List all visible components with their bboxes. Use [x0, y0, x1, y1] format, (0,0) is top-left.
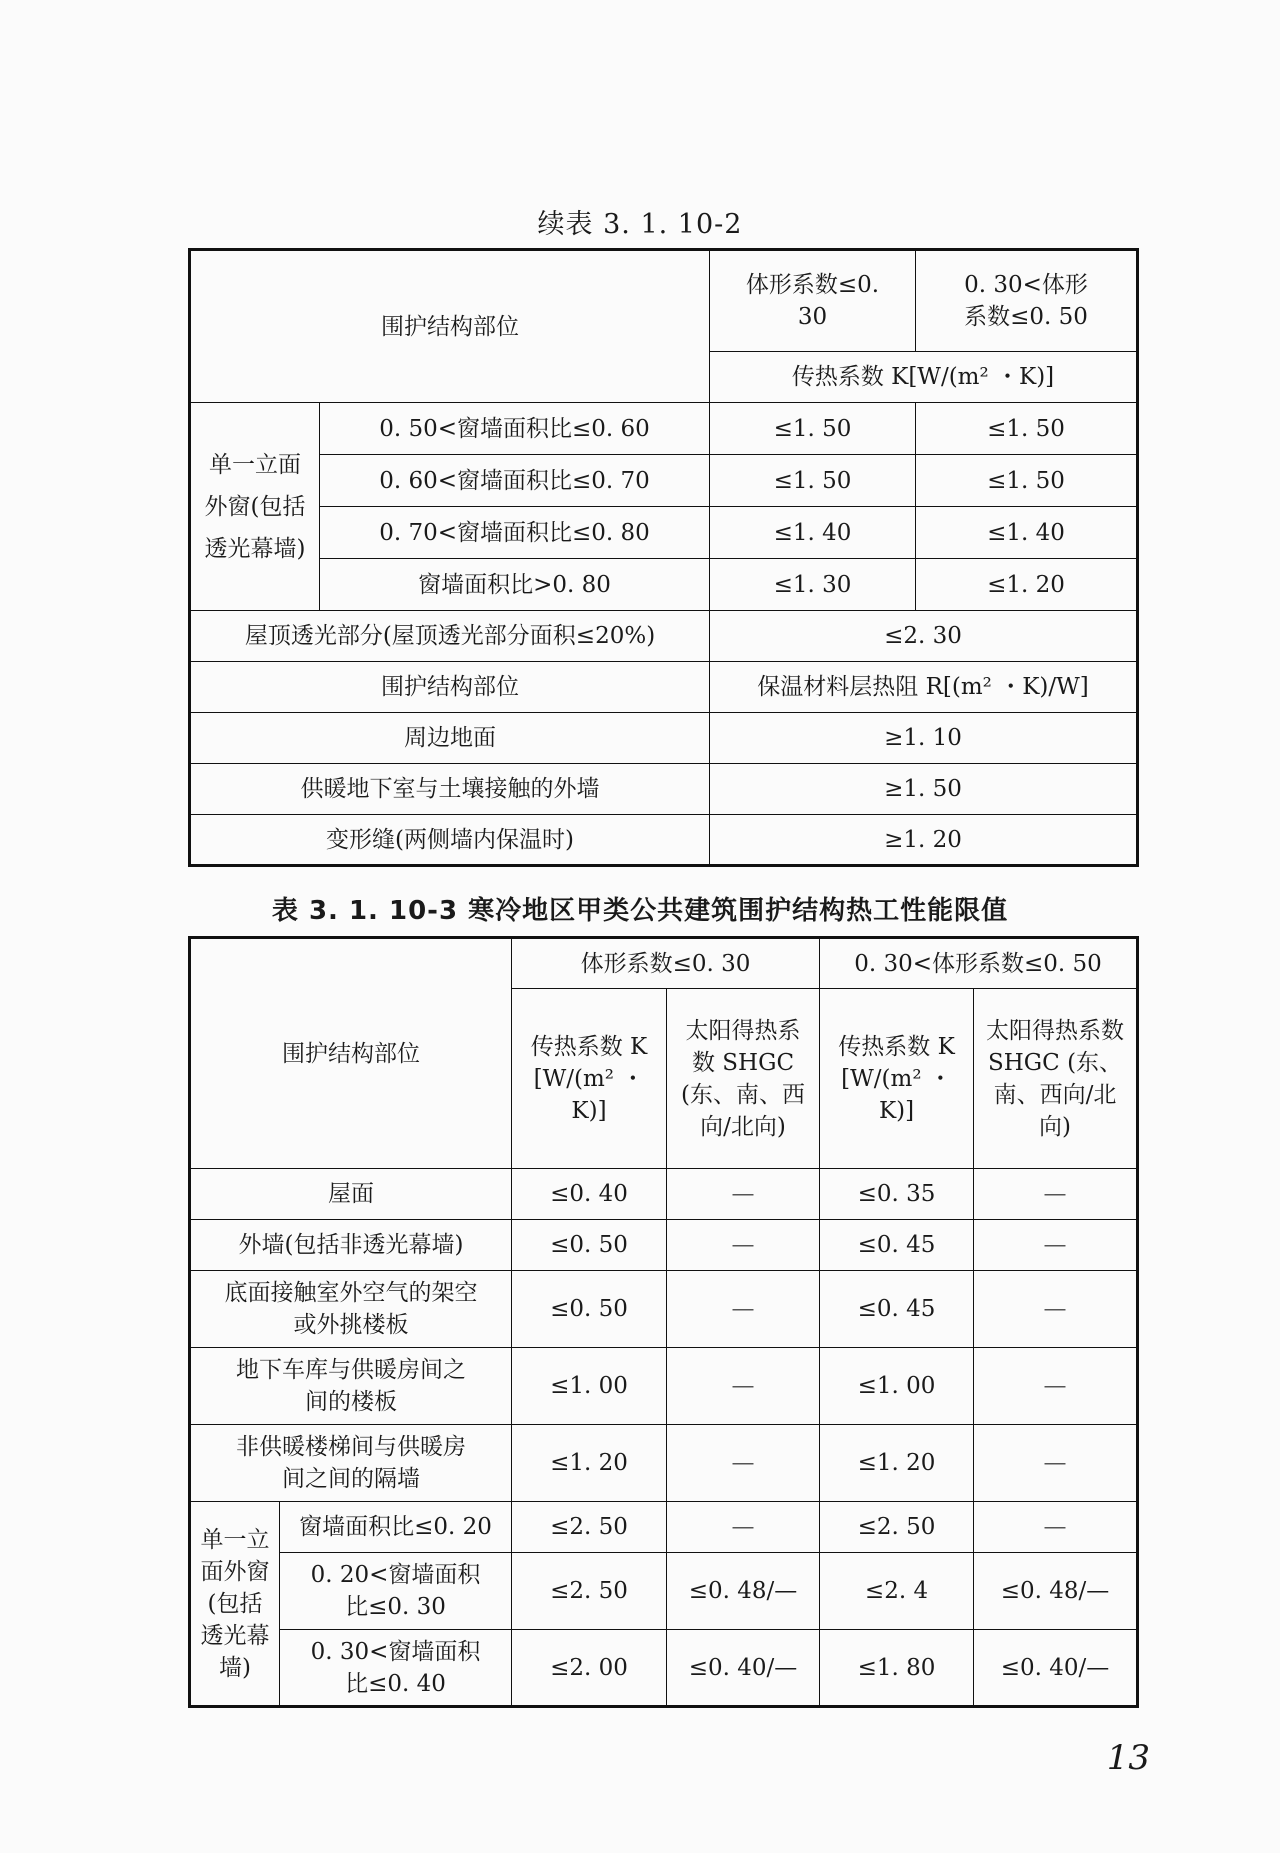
- window-row-k2: ≤2. 50: [820, 1502, 974, 1553]
- row-k1: ≤1. 00: [512, 1348, 667, 1425]
- roof-light-label: 屋顶透光部分(屋顶透光部分面积≤20%): [190, 611, 710, 662]
- page-number: 13: [1106, 1738, 1150, 1778]
- window-row-k1: ≤2. 00: [512, 1630, 667, 1707]
- window-row-v2: ≤1. 50: [916, 403, 1138, 455]
- window-row-s2: ≤0. 40/—: [974, 1630, 1138, 1707]
- header-shgc-2: 太阳得热系数 SHGC (东、南、西向/北向): [974, 989, 1138, 1169]
- r-row-value: ≥1. 20: [710, 815, 1138, 866]
- row-label: 非供暖楼梯间与供暖房间之间的隔墙: [190, 1425, 512, 1502]
- r-row-label: 变形缝(两侧墙内保温时): [190, 815, 710, 866]
- window-row-s1: ≤0. 40/—: [667, 1630, 820, 1707]
- r-row-label: 周边地面: [190, 713, 710, 764]
- roof-light-value: ≤2. 30: [710, 611, 1138, 662]
- row-s2: —: [974, 1169, 1138, 1220]
- window-row-label: 0. 70<窗墙面积比≤0. 80: [320, 507, 710, 559]
- window-row-label: 0. 20<窗墙面积比≤0. 30: [280, 1553, 512, 1630]
- window-row-k1: ≤2. 50: [512, 1553, 667, 1630]
- row-k2: ≤0. 35: [820, 1169, 974, 1220]
- header-k-1: 传热系数 K [W/(m² ・K)]: [512, 989, 667, 1169]
- row-k1: ≤0. 50: [512, 1220, 667, 1271]
- row-k1: ≤1. 20: [512, 1425, 667, 1502]
- window-row-v1: ≤1. 30: [710, 559, 916, 611]
- r-row-label: 供暖地下室与土壤接触的外墙: [190, 764, 710, 815]
- header-group-2: 0. 30<体形系数≤0. 50: [820, 938, 1138, 989]
- row-s1: —: [667, 1220, 820, 1271]
- row-label: 地下车库与供暖房间之间的楼板: [190, 1348, 512, 1425]
- row-label: 底面接触室外空气的架空或外挑楼板: [190, 1271, 512, 1348]
- header-shape-coef-1: 体形系数≤0. 30: [710, 250, 916, 352]
- window-row-v2: ≤1. 40: [916, 507, 1138, 559]
- window-row-s2: —: [974, 1502, 1138, 1553]
- header-part: 围护结构部位: [190, 250, 710, 403]
- window-row-v2: ≤1. 50: [916, 455, 1138, 507]
- header-shgc-1: 太阳得热系数 SHGC (东、南、西向/北向): [667, 989, 820, 1169]
- r-row-value: ≥1. 10: [710, 713, 1138, 764]
- window-row-label: 窗墙面积比>0. 80: [320, 559, 710, 611]
- window-row-s1: ≤0. 48/—: [667, 1553, 820, 1630]
- row-s1: —: [667, 1425, 820, 1502]
- row-k2: ≤1. 20: [820, 1425, 974, 1502]
- r-header-part: 围护结构部位: [190, 662, 710, 713]
- header-shape-coef-2: 0. 30<体形系数≤0. 50: [916, 250, 1138, 352]
- continued-table-3-1-10-2: [188, 248, 1139, 867]
- row-label: 屋面: [190, 1169, 512, 1220]
- row-k2: ≤1. 00: [820, 1348, 974, 1425]
- row-s1: —: [667, 1271, 820, 1348]
- window-row-label: 0. 50<窗墙面积比≤0. 60: [320, 403, 710, 455]
- table-3-1-10-3: [188, 936, 1139, 1708]
- row-k2: ≤0. 45: [820, 1271, 974, 1348]
- window-group-label: 单一立面外窗(包括透光幕墙): [190, 403, 320, 611]
- row-s2: —: [974, 1271, 1138, 1348]
- window-row-v2: ≤1. 20: [916, 559, 1138, 611]
- row-k1: ≤0. 50: [512, 1271, 667, 1348]
- row-s2: —: [974, 1220, 1138, 1271]
- row-s1: —: [667, 1169, 820, 1220]
- row-label: 外墙(包括非透光幕墙): [190, 1220, 512, 1271]
- header-group-1: 体形系数≤0. 30: [512, 938, 820, 989]
- window-row-s1: —: [667, 1502, 820, 1553]
- window-row-s2: ≤0. 48/—: [974, 1553, 1138, 1630]
- window-row-k1: ≤2. 50: [512, 1502, 667, 1553]
- r-header-unit: 保温材料层热阻 R[(m² ・K)/W]: [710, 662, 1138, 713]
- header-k-2: 传热系数 K [W/(m² ・K)]: [820, 989, 974, 1169]
- row-k2: ≤0. 45: [820, 1220, 974, 1271]
- header-part: 围护结构部位: [190, 938, 512, 1169]
- window-row-v1: ≤1. 50: [710, 455, 916, 507]
- window-row-label: 窗墙面积比≤0. 20: [280, 1502, 512, 1553]
- window-row-label: 0. 60<窗墙面积比≤0. 70: [320, 455, 710, 507]
- header-k-unit: 传热系数 K[W/(m² ・K)]: [710, 352, 1138, 403]
- window-row-v1: ≤1. 40: [710, 507, 916, 559]
- row-s2: —: [974, 1348, 1138, 1425]
- window-row-label: 0. 30<窗墙面积比≤0. 40: [280, 1630, 512, 1707]
- window-group-label: 单一立面外窗(包括透光幕墙): [190, 1502, 280, 1707]
- window-row-k2: ≤2. 4: [820, 1553, 974, 1630]
- window-row-v1: ≤1. 50: [710, 403, 916, 455]
- r-row-value: ≥1. 50: [710, 764, 1138, 815]
- row-k1: ≤0. 40: [512, 1169, 667, 1220]
- table2-caption: 表 3. 1. 10-3 寒冷地区甲类公共建筑围护结构热工性能限值: [271, 896, 1009, 926]
- table1-caption: 续表 3. 1. 10-2: [537, 209, 743, 240]
- row-s1: —: [667, 1348, 820, 1425]
- window-row-k2: ≤1. 80: [820, 1630, 974, 1707]
- row-s2: —: [974, 1425, 1138, 1502]
